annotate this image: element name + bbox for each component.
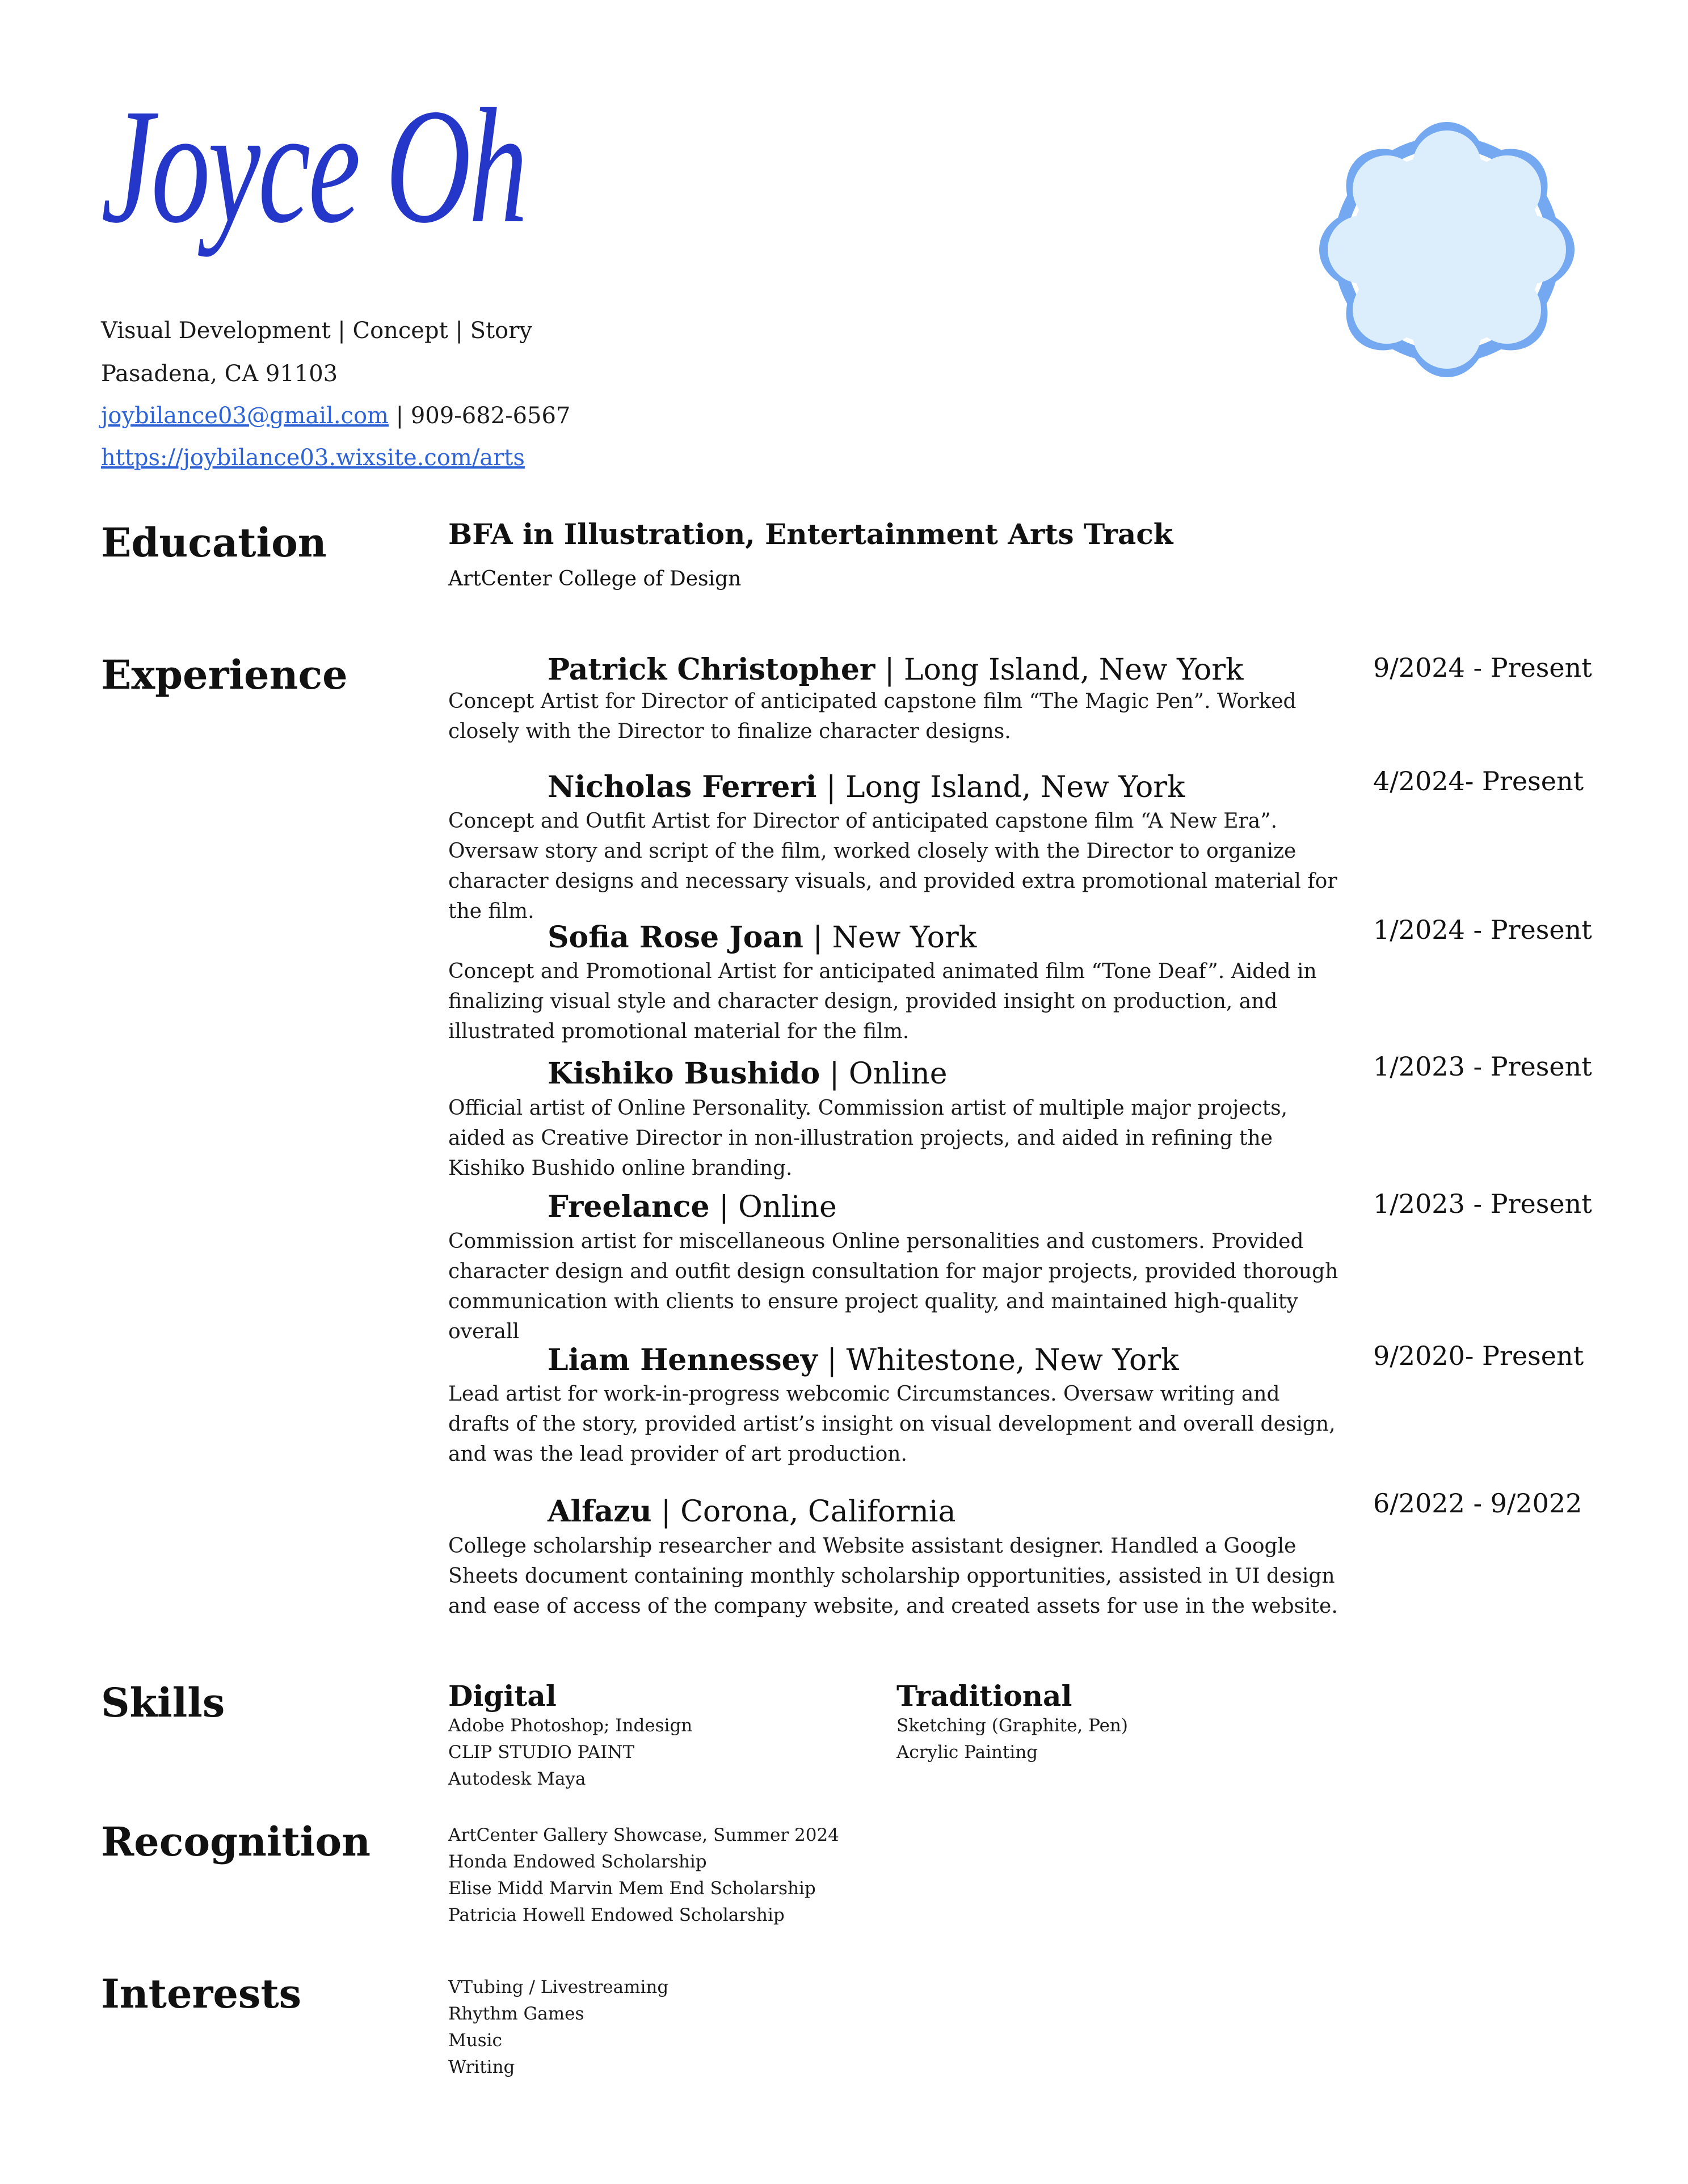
list-item: Patricia Howell Endowed Scholarship bbox=[448, 1905, 785, 1925]
job-description: Concept Artist for Director of anticipated capstone film “The Magic Pen”. Worked closely with the Director to finalize character designs. bbox=[448, 690, 1296, 743]
skills-digital-title: Digital bbox=[448, 1679, 557, 1713]
job-title: Nicholas Ferreri | Long Island, New York bbox=[548, 770, 1185, 804]
skills-heading: Skills bbox=[101, 1679, 225, 1726]
job-date: 9/2024 - Present bbox=[1373, 652, 1592, 683]
flower-logo-icon bbox=[1299, 102, 1594, 397]
skills-digital bbox=[448, 1679, 692, 1793]
location-text: Pasadena, CA 91103 bbox=[101, 361, 338, 387]
list-item: Honda Endowed Scholarship bbox=[448, 1852, 707, 1872]
job-date: 1/2023 - Present bbox=[1373, 1051, 1592, 1082]
website-link[interactable]: https://joybilance03.wixsite.com/arts bbox=[101, 445, 525, 471]
job-description: College scholarship researcher and Website assistant designer. Handled a Google Sheets document containing monthly scholarship opportunities, assisted in UI design and ease of access of the company website, and created assets for use in the website. bbox=[448, 1534, 1338, 1618]
list-item: Sketching (Graphite, Pen) bbox=[896, 1715, 1128, 1736]
list-item: Acrylic Painting bbox=[896, 1742, 1038, 1763]
job-title: Sofia Rose Joan | New York bbox=[548, 920, 977, 955]
interests-heading: Interests bbox=[101, 1970, 302, 2017]
list-item: Rhythm Games bbox=[448, 2004, 584, 2024]
job-description: Concept and Outfit Artist for Director of anticipated capstone film “A New Era”. Oversaw story and script of the film, worked closely with the Director to organize character designs and necessary visuals, and provided extra promotional material for the film. bbox=[448, 809, 1337, 923]
job-description: Concept and Promotional Artist for anticipated animated film “Tone Deaf”. Aided in finalizing visual style and character design, provided insight on production, and illustrated promotional material for the film. bbox=[448, 960, 1317, 1043]
roles-text: Visual Development | Concept | Story bbox=[101, 318, 532, 344]
job-title: Liam Hennessey | Whitestone, New York bbox=[548, 1343, 1179, 1377]
list-item: Autodesk Maya bbox=[448, 1769, 586, 1789]
list-item: ArtCenter Gallery Showcase, Summer 2024 bbox=[448, 1825, 839, 1845]
job-date: 9/2020- Present bbox=[1373, 1340, 1584, 1371]
experience-heading: Experience bbox=[101, 651, 348, 698]
recognition-heading: Recognition bbox=[101, 1818, 371, 1865]
skills-traditional bbox=[896, 1679, 1128, 1766]
phone-text: | 909-682-6567 bbox=[388, 403, 571, 429]
email-phone-line bbox=[101, 403, 570, 429]
job-date: 4/2024- Present bbox=[1373, 766, 1584, 796]
job-description: Lead artist for work-in-progress webcomic Circumstances. Oversaw writing and drafts of the story, provided artist’s insight on visual development and overall design, and was the lead provider of art production. bbox=[448, 1382, 1336, 1466]
school-name: ArtCenter College of Design bbox=[448, 567, 742, 591]
list-item: Adobe Photoshop; Indesign bbox=[448, 1715, 693, 1736]
list-item: Writing bbox=[448, 2057, 515, 2077]
recognition-list bbox=[448, 1822, 839, 1929]
education-heading: Education bbox=[101, 519, 327, 566]
list-item: Music bbox=[448, 2030, 502, 2051]
job-title: Kishiko Bushido | Online bbox=[548, 1056, 948, 1091]
list-item: VTubing / Livestreaming bbox=[448, 1977, 669, 1997]
job-date: 6/2022 - 9/2022 bbox=[1373, 1488, 1582, 1519]
skills-traditional-title: Traditional bbox=[896, 1679, 1072, 1713]
job-date: 1/2024 - Present bbox=[1373, 914, 1592, 945]
job-title: Patrick Christopher | Long Island, New York bbox=[548, 652, 1244, 687]
list-item: CLIP STUDIO PAINT bbox=[448, 1742, 635, 1763]
job-date: 1/2023 - Present bbox=[1373, 1188, 1592, 1219]
job-title: Freelance | Online bbox=[548, 1190, 837, 1224]
job-description: Official artist of Online Personality. Commission artist of multiple major projects, aided as Creative Director in non-illustration projects, and aided in refining the Kishiko Bushido online branding. bbox=[448, 1097, 1288, 1180]
degree-title: BFA in Illustration, Entertainment Arts Track bbox=[448, 517, 1173, 551]
job-title: Alfazu | Corona, California bbox=[548, 1494, 956, 1529]
interests-list bbox=[448, 1974, 668, 2081]
website-line bbox=[101, 445, 525, 471]
list-item: Elise Midd Marvin Mem End Scholarship bbox=[448, 1878, 816, 1899]
job-description: Commission artist for miscellaneous Online personalities and customers. Provided character design and outfit design consultation for major projects, provided thorough communication with clients to ensure project quality, and maintained high-quality overall bbox=[448, 1230, 1338, 1343]
name-heading: Joyce Oh bbox=[101, 75, 525, 257]
email-link[interactable]: joybilance03@gmail.com bbox=[101, 403, 389, 429]
